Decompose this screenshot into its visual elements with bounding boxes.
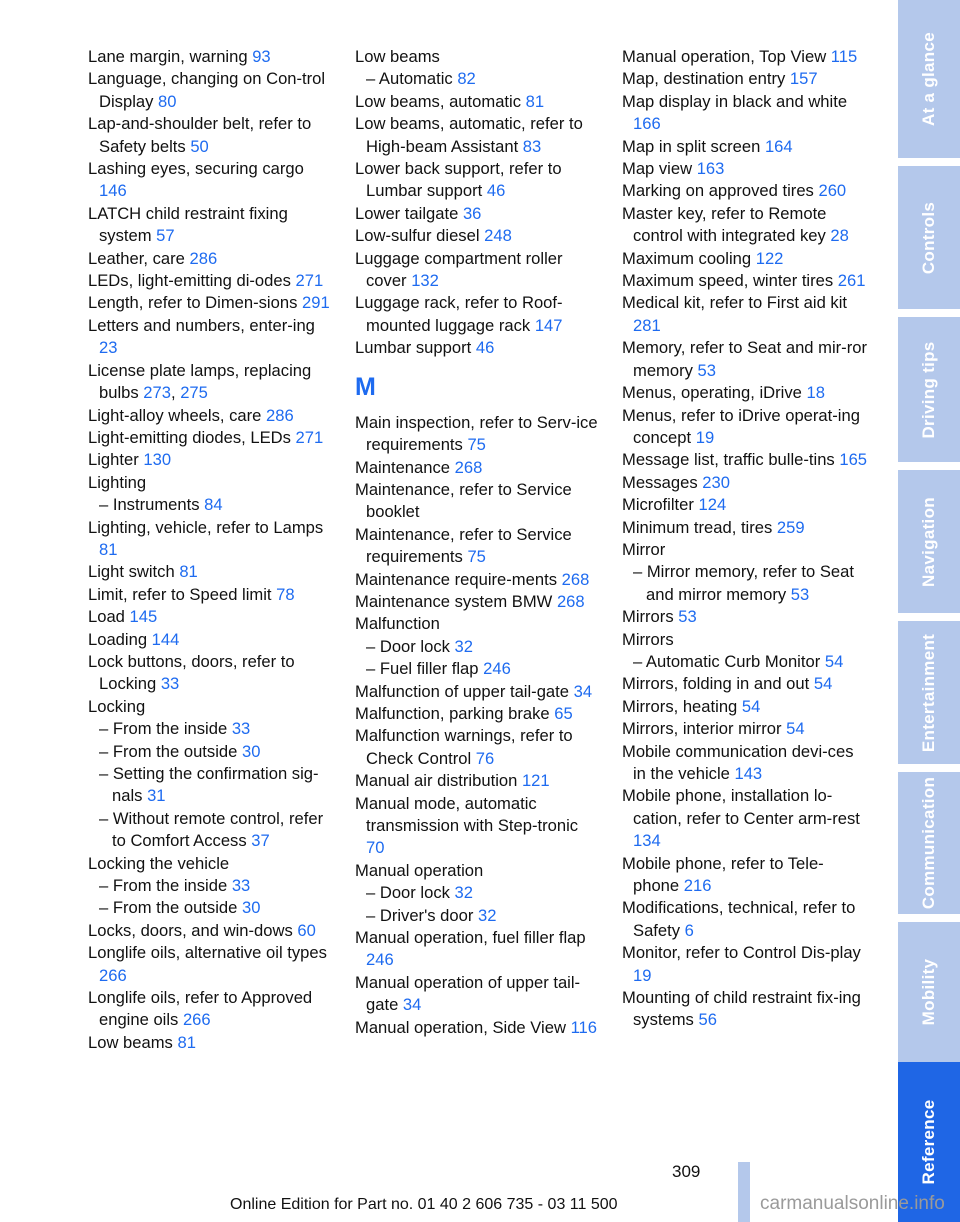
entry-text: Maintenance	[355, 457, 455, 477]
index-entry	[88, 875, 334, 897]
index-entry	[88, 853, 334, 875]
page-link[interactable]: 230	[702, 472, 730, 492]
page-link[interactable]: 57	[156, 226, 175, 246]
entry-text: – Door lock	[366, 636, 455, 656]
page-link[interactable]: 291	[301, 293, 330, 313]
page-link[interactable]: 273	[143, 383, 171, 403]
index-entry	[355, 158, 601, 203]
page-link[interactable]: 259	[776, 517, 805, 537]
index-entry	[622, 853, 868, 898]
index-entry	[88, 696, 334, 718]
page-link[interactable]: 144	[151, 629, 180, 649]
page-link[interactable]: 268	[454, 457, 483, 477]
tab-at-a-glance[interactable]	[898, 0, 960, 158]
index-column-2	[355, 46, 601, 1039]
entry-text: Maximum speed, winter tires	[622, 271, 838, 291]
page-link[interactable]: 81	[177, 1032, 196, 1052]
footer-text: Online Edition for Part no. 01 40 2 606 735 - 03 11 500	[230, 1196, 618, 1213]
entry-text: – Mirror memory, refer to Seat and mirror memory	[633, 562, 854, 604]
tab-label: Navigation	[919, 496, 938, 587]
entry-text: Lap-and-shoulder belt, refer to Safety belts	[88, 114, 312, 156]
entry-text: Mirrors	[622, 629, 674, 649]
index-entry	[355, 703, 601, 725]
tab-controls[interactable]	[898, 166, 960, 309]
entry-text: Longlife oils, alternative oil types	[88, 943, 327, 963]
entry-text: Marking on approved tires	[622, 181, 819, 201]
entry-text: – Automatic Curb Monitor	[633, 651, 825, 671]
page-link[interactable]: 53	[678, 607, 697, 627]
entry-text: Light-alloy wheels, care	[88, 405, 267, 425]
index-entry	[88, 718, 334, 740]
page-link[interactable]: 216	[683, 876, 712, 896]
page-link[interactable]: 115	[830, 47, 858, 66]
entry-text: – Door lock	[366, 883, 455, 903]
page-link[interactable]: 28	[830, 226, 849, 246]
tab-driving-tips[interactable]	[898, 317, 960, 462]
page-link[interactable]: 76	[475, 748, 495, 768]
entry-text: Message list, traffic bulle-tins	[622, 450, 840, 470]
page-link[interactable]: 32	[454, 636, 474, 656]
index-entry	[355, 793, 601, 860]
index-entry	[88, 158, 334, 203]
page-link[interactable]: 32	[454, 883, 474, 903]
index-entry	[355, 337, 601, 359]
index-entry	[355, 725, 601, 770]
tab-communication[interactable]	[898, 772, 960, 914]
index-entry	[88, 360, 334, 405]
page-link[interactable]: 281	[633, 315, 661, 335]
page-link[interactable]: 54	[813, 674, 833, 694]
page-link[interactable]: 260	[818, 181, 847, 201]
entry-text: LATCH child restraint fixing system	[88, 203, 288, 246]
page-link[interactable]: 19	[633, 965, 652, 985]
entry-text: Locking the vehicle	[88, 853, 230, 873]
page-link[interactable]: 31	[147, 786, 166, 806]
index-entry	[88, 920, 334, 942]
page-link[interactable]: 132	[411, 271, 439, 291]
index-entry	[88, 808, 334, 853]
entry-text: Light-emitting diodes, LEDs	[88, 427, 296, 447]
tab-mobility[interactable]	[898, 922, 960, 1062]
index-entry	[355, 113, 601, 158]
index-entry	[88, 584, 334, 606]
page-link[interactable]: 143	[734, 764, 763, 783]
entry-text: Map in split screen	[622, 136, 765, 156]
page-link[interactable]: 54	[824, 651, 844, 671]
page-link[interactable]: 6	[684, 920, 694, 940]
entry-text: Lashing eyes, securing cargo	[88, 159, 304, 179]
index-entry	[622, 46, 868, 68]
page-link[interactable]: 30	[241, 898, 261, 918]
page-link[interactable]: 75	[467, 435, 486, 455]
index-entry	[88, 763, 334, 808]
entry-text: Limit, refer to Speed limit	[88, 584, 277, 604]
entry-text: Mirrors	[622, 607, 679, 627]
page-link[interactable]: 271	[295, 271, 324, 291]
entry-text: Maintenance system BMW	[355, 591, 557, 611]
entry-text: Manual mode, automatic transmission with Step-tronic	[355, 793, 579, 835]
index-entry	[622, 382, 868, 404]
index-entry	[88, 292, 334, 314]
page-link[interactable]: 145	[129, 607, 158, 627]
page-link[interactable]: 81	[525, 91, 545, 111]
entry-text: Manual air distribution	[355, 771, 522, 791]
page-number: 309	[672, 1162, 701, 1181]
index-entry	[622, 696, 868, 718]
index-entry	[88, 1032, 334, 1054]
entry-text: Lane margin, warning	[88, 47, 253, 66]
index-entry	[622, 539, 868, 561]
index-entry	[88, 472, 334, 494]
index-entry	[622, 741, 868, 786]
index-entry	[622, 449, 868, 471]
entry-text: – Automatic	[366, 69, 458, 89]
entry-text: Malfunction	[355, 614, 440, 634]
page-link[interactable]: 46	[475, 338, 495, 358]
index-entry	[88, 315, 334, 360]
entry-text: Luggage rack, refer to Roof-mounted luggage rack	[355, 293, 563, 335]
entry-text: Lumbar support	[355, 338, 476, 358]
entry-text: Mobile phone, refer to Tele-phone	[622, 853, 824, 896]
page-link[interactable]: 53	[790, 584, 810, 604]
page-link[interactable]: 54	[741, 696, 761, 716]
page-link[interactable]: 30	[241, 741, 261, 761]
index-entry	[355, 203, 601, 225]
index-entry	[355, 882, 601, 904]
page-link[interactable]: 116	[570, 1017, 598, 1037]
index-entry	[88, 449, 334, 471]
index-entry	[355, 972, 601, 1017]
entry-text: – Setting the confirmation sig-nals	[99, 764, 319, 806]
page-link[interactable]: 33	[160, 674, 180, 694]
entry-text: Mobile phone, installation lo-cation, refer to Center arm-rest	[622, 786, 860, 828]
index-entry	[622, 897, 868, 942]
index-entry	[622, 785, 868, 852]
entry-text: – From the inside	[99, 876, 232, 896]
page-link[interactable]: 82	[457, 69, 476, 89]
page-link[interactable]: 46	[486, 181, 506, 201]
entry-text: Letters and numbers, enter-ing	[88, 315, 315, 335]
entry-text: Map, destination entry	[622, 69, 790, 89]
page-link[interactable]: 56	[698, 1010, 717, 1030]
page-link[interactable]: 34	[573, 681, 593, 701]
entry-text: LEDs, light-emitting di-odes	[88, 271, 296, 291]
index-entry	[622, 942, 868, 987]
index-entry	[355, 569, 601, 591]
index-entry	[88, 629, 334, 651]
entry-text: Medical kit, refer to First aid kit	[622, 293, 847, 313]
page-link[interactable]: 246	[366, 950, 394, 970]
entry-text: Manual operation, fuel filler flap	[355, 928, 586, 948]
page-marker-bar	[738, 1162, 750, 1222]
index-entry	[355, 412, 601, 457]
page-link[interactable]: 18	[806, 383, 825, 403]
entry-text: Mirror	[622, 539, 666, 559]
entry-text: Map view	[622, 159, 697, 179]
tab-label: Driving tips	[919, 340, 938, 439]
page-link[interactable]: 246	[483, 659, 511, 679]
index-entry	[622, 987, 868, 1032]
index-entry	[88, 494, 334, 516]
entry-text: Longlife oils, refer to Approved engine oils	[88, 988, 313, 1030]
index-entry	[355, 658, 601, 680]
entry-text: Lower tailgate	[355, 203, 463, 223]
page-link[interactable]: 268	[561, 569, 590, 589]
page-link[interactable]: 164	[764, 136, 793, 156]
page-link[interactable]: 37	[251, 831, 270, 851]
entry-text: – Driver's door	[366, 905, 478, 925]
page-link[interactable]: 53	[697, 360, 717, 380]
entry-text: Leather, care	[88, 248, 190, 268]
index-entry	[355, 524, 601, 569]
entry-text: Maintenance, refer to Service requirements	[355, 524, 572, 567]
page-link[interactable]: 157	[789, 69, 818, 89]
entry-text: Mirrors, heating	[622, 696, 742, 716]
index-entry	[622, 180, 868, 202]
entry-text: – From the outside	[99, 741, 242, 761]
page-link[interactable]: 83	[522, 136, 542, 156]
entry-text: Menus, refer to iDrive operat-ing concept	[622, 405, 860, 447]
entry-text: Malfunction of upper tail-gate	[355, 681, 574, 701]
entry-text: Microfilter	[622, 495, 699, 515]
index-entry	[622, 248, 868, 270]
index-entry	[622, 68, 868, 90]
index-entry	[88, 270, 334, 292]
entry-text: Malfunction warnings, refer to Check Control	[355, 726, 573, 768]
entry-text: Monitor, refer to Control Dis-play	[622, 943, 861, 963]
entry-text: Low beams	[88, 1032, 178, 1052]
index-entry	[622, 494, 868, 516]
page-link[interactable]: 81	[99, 539, 118, 559]
tab-navigation[interactable]	[898, 470, 960, 613]
page-link[interactable]: 146	[99, 181, 127, 201]
page-link[interactable]: 80	[158, 91, 177, 111]
index-entry	[88, 606, 334, 628]
page-separator: ,	[170, 383, 181, 403]
index-column-3	[622, 46, 868, 1032]
tab-label: Mobility	[919, 958, 938, 1026]
index-entry	[88, 987, 334, 1032]
page-link[interactable]: 65	[554, 703, 573, 723]
entry-text: Maintenance, refer to Service booklet	[355, 479, 572, 522]
page-link[interactable]: 248	[484, 226, 512, 246]
index-entry	[355, 591, 601, 613]
page-link[interactable]: 81	[179, 562, 198, 582]
page-link[interactable]: 134	[633, 831, 661, 851]
tab-label: Entertainment	[919, 633, 938, 752]
index-entry	[622, 405, 868, 450]
entry-text: Manual operation of upper tail-gate	[355, 972, 581, 1015]
entry-text: Mirrors, interior mirror	[622, 719, 787, 739]
entry-text: Messages	[622, 472, 703, 492]
index-entry	[355, 613, 601, 635]
index-entry	[88, 427, 334, 449]
page-link[interactable]: 60	[297, 920, 316, 940]
section-letter: M	[355, 372, 376, 401]
entry-text: Mounting of child restraint fix-ing systems	[622, 988, 861, 1030]
index-entry	[355, 770, 601, 792]
page-link[interactable]: 271	[295, 427, 324, 447]
index-entry	[355, 292, 601, 337]
index-entry	[622, 337, 868, 382]
page-link[interactable]: 165	[839, 450, 868, 470]
entry-text: Locks, doors, and win-dows	[88, 920, 298, 940]
page-link[interactable]: 93	[252, 47, 271, 66]
index-entry	[88, 942, 334, 987]
index-entry	[88, 741, 334, 763]
entry-text: Lock buttons, doors, refer to Locking	[88, 651, 295, 694]
entry-text: – From the outside	[99, 898, 242, 918]
page-link[interactable]: 84	[204, 495, 223, 515]
page-link[interactable]: 130	[143, 450, 172, 470]
entry-text: Light switch	[88, 562, 180, 582]
entry-text: – Instruments	[99, 495, 205, 515]
entry-text: Manual operation	[355, 860, 484, 880]
entry-text: Luggage compartment roller cover	[355, 248, 563, 291]
entry-text: Low beams, automatic, refer to High-beam Assistant	[355, 114, 583, 156]
index-entry	[355, 681, 601, 703]
entry-text: Lower back support, refer to Lumbar support	[355, 159, 562, 201]
entry-text: Memory, refer to Seat and mir-ror memory	[622, 338, 867, 380]
entry-text: Manual operation, Top View	[622, 47, 831, 66]
index-entry	[622, 203, 868, 248]
watermark: carmanualsonline.info	[760, 1193, 945, 1214]
entry-text: Language, changing on Con-trol Display	[88, 69, 326, 111]
entry-text: Minimum tread, tires	[622, 517, 777, 537]
page-link[interactable]: 124	[698, 495, 727, 515]
page-link[interactable]: 121	[521, 771, 550, 791]
entry-text: Maintenance require-ments	[355, 569, 562, 589]
index-entry	[88, 248, 334, 270]
index-entry	[88, 46, 334, 68]
entry-text: Lighting, vehicle, refer to Lamps	[88, 517, 324, 537]
page-link[interactable]: 33	[231, 719, 251, 739]
index-entry	[355, 46, 601, 68]
index-entry	[622, 270, 868, 292]
entry-text: License plate lamps, replacing bulbs	[88, 360, 312, 403]
entry-text: Locking	[88, 696, 146, 716]
index-entry	[622, 472, 868, 494]
entry-text: – From the inside	[99, 719, 232, 739]
page-link[interactable]: 261	[837, 271, 866, 291]
entry-text: Lighter	[88, 450, 144, 470]
section-tabs	[898, 0, 960, 1222]
index-entry	[355, 68, 601, 90]
index-column-1	[88, 46, 334, 1054]
page-link[interactable]: 147	[534, 315, 563, 335]
page-link[interactable]: 70	[366, 838, 385, 858]
index-entry	[355, 927, 601, 972]
page-link[interactable]: 54	[786, 719, 805, 739]
index-entry	[88, 113, 334, 158]
entry-text: Modifications, technical, refer to Safety	[622, 898, 856, 940]
index-entry	[355, 1017, 601, 1039]
index-entry	[622, 517, 868, 539]
page-link[interactable]: 275	[180, 383, 208, 403]
entry-text: Low beams, automatic	[355, 91, 526, 111]
index-entry	[355, 91, 601, 113]
page-link[interactable]: 166	[633, 114, 661, 134]
tab-label: Communication	[919, 776, 938, 910]
page-link[interactable]: 23	[99, 338, 118, 358]
page-link[interactable]: 266	[99, 965, 127, 985]
page-link[interactable]: 266	[182, 1010, 211, 1030]
index-entry	[88, 897, 334, 919]
page-link[interactable]: 19	[695, 427, 715, 447]
index-entry	[622, 606, 868, 628]
index-entry	[622, 158, 868, 180]
entry-text: Length, refer to Dimen-sions	[88, 293, 302, 313]
entry-text: Load	[88, 607, 130, 627]
index-entry	[622, 136, 868, 158]
index-entry	[355, 479, 601, 524]
index-entry	[355, 636, 601, 658]
page-link[interactable]: 268	[556, 591, 585, 611]
index-entry	[355, 905, 601, 927]
entry-text: Low-sulfur diesel	[355, 226, 485, 246]
index-entry	[88, 651, 334, 696]
entry-text: Manual operation, Side View	[355, 1017, 571, 1037]
index-entry	[88, 203, 334, 248]
index-entry	[622, 292, 868, 337]
index-entry	[355, 457, 601, 479]
entry-text: – Fuel filler flap	[366, 659, 484, 679]
page-link[interactable]: 122	[755, 248, 784, 268]
index-entry	[355, 248, 601, 293]
entry-text: Menus, operating, iDrive	[622, 383, 807, 403]
index-entry	[88, 517, 334, 562]
index-entry	[88, 405, 334, 427]
page-link[interactable]: 36	[462, 203, 482, 223]
entry-text: Maximum cooling	[622, 248, 756, 268]
index-entry	[622, 718, 868, 740]
tab-label: At a glance	[919, 32, 938, 126]
entry-text: Master key, refer to Remote control with integrated key	[622, 203, 831, 246]
entry-text: Main inspection, refer to Serv-ice requirements	[355, 412, 598, 455]
index-entry	[355, 860, 601, 882]
page-link[interactable]: 50	[190, 136, 209, 156]
entry-text: Lighting	[88, 472, 147, 492]
tab-label: Controls	[919, 201, 938, 274]
entry-text: Mobile communication devi-ces in the vehicle	[622, 741, 854, 783]
page-link[interactable]: 32	[477, 905, 497, 925]
page-link[interactable]: 286	[189, 248, 218, 268]
index-entry	[88, 68, 334, 113]
entry-text: Malfunction, parking brake	[355, 703, 555, 723]
page-link[interactable]: 34	[402, 995, 422, 1015]
index-entry	[622, 91, 868, 136]
index-entry	[622, 651, 868, 673]
page-link[interactable]: 163	[696, 159, 725, 179]
entry-text: Loading	[88, 629, 152, 649]
page-link[interactable]: 75	[467, 547, 486, 567]
page-link[interactable]: 78	[276, 584, 295, 604]
tab-entertainment[interactable]	[898, 621, 960, 764]
entry-text: Low beams	[355, 47, 440, 66]
entry-text: Mirrors, folding in and out	[622, 674, 814, 694]
page-link[interactable]: 286	[266, 405, 294, 425]
tab-label: Reference	[919, 1099, 938, 1185]
index-entry	[88, 561, 334, 583]
entry-text: – Without remote control, refer to Comfort Access	[99, 808, 324, 851]
index-entry	[622, 673, 868, 695]
index-entry	[622, 629, 868, 651]
index-entry	[622, 561, 868, 606]
entry-text: Map display in black and white	[622, 91, 848, 111]
index-entry	[355, 225, 601, 247]
page-link[interactable]: 33	[231, 876, 251, 896]
